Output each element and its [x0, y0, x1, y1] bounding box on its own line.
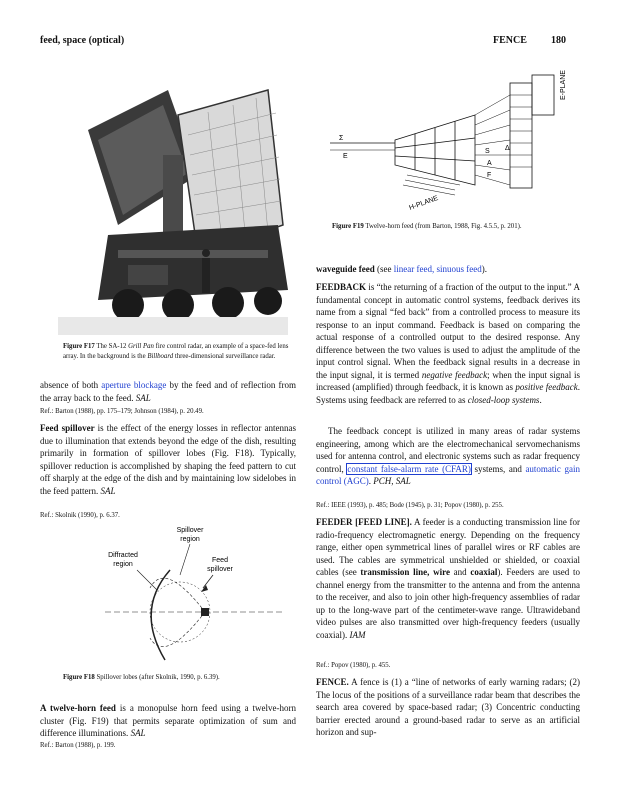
reference-3: Ref.: Barton (1988), p. 199.	[40, 742, 116, 749]
figure-f18-caption: Figure F18 Spillover lobes (after Skolnik, 1990, p. 6.39).	[63, 674, 220, 681]
reflector-dish	[151, 570, 170, 660]
figure-f17-caption: Figure F17 The SA-12 Grill Pan fire control radar, an example of a space-fed lens array. In the background is the Billboard three-dimensional surveillance radar.	[63, 343, 289, 360]
label-diffracted-region: region	[113, 561, 133, 568]
page-number: 180	[551, 35, 566, 46]
label-e: E	[343, 153, 348, 160]
twelve-horn-diagram	[325, 55, 580, 215]
label-s: S	[485, 148, 490, 155]
feeder-paragraph: FEEDER [FEED LINE]. A feeder is a conducting transmission line for radio-frequency electromagnetic energy. Depending on the frequency range, either open symmetrical lines of parallel wires or RF cables are used. The cables are symmetrical unshielded or shielded, or coaxial cables (see transmission line, wire and coaxial). Feeders are used to channel energy from the transmitter to the antenna and from the antenna to the receiver, and also to join other high-frequency assemblies of radar up to the long-wave part of the centimeter-wave range. Ultrawideband video pulses are also transmitted over high-frequency feeders (usually coaxial). IAM	[316, 517, 580, 640]
label-a: A	[487, 160, 492, 167]
twelve-horn-paragraph: A twelve-horn feed is a monopulse horn feed using a twelve-horn cluster (Fig. F19) that permits separate optimization of sum and difference illuminations. SAL	[40, 703, 297, 738]
spillover-diagram	[95, 520, 295, 665]
reference-2: Ref.: Skolnik (1990), p. 6.37.	[40, 512, 120, 519]
waveguide-feed-entry: waveguide feed (see linear feed, sinuous feed).	[316, 264, 487, 274]
aperture-blockage-link[interactable]: aperture blockage	[101, 380, 167, 390]
cfar-link[interactable]: constant false-alarm rate (CFAR)	[347, 463, 471, 474]
feedback-paragraph-2: The feedback concept is utilized in many areas of radar systems engineering, among which are the electromechanical servomechanisms used for antenna control, and electronic systems such as radar frequency control, constant false-alarm rate (CFAR) systems, and automatic gain control (AGC). PCH, SAL	[316, 426, 581, 486]
figure-f19-caption: Figure F19 Twelve-horn feed (from Barton, 1988, Fig. 4.5.5, p. 201).	[332, 223, 522, 230]
running-head-keyword: FENCE	[493, 35, 527, 46]
label-h-plane: H-PLANE	[408, 194, 440, 212]
feed-spillover-paragraph: Feed spillover is the effect of the energy losses in reflector antennas due to illumination that extends beyond the edge of the dish, resulting primarily in formation of spillover lobes (Fig. F18). Typically, spillover reduction is accomplished by shaping the feed pattern to cut off sharply at the edge of the dish and by maintaining low sidelobes in the feed pattern. SAL	[40, 423, 296, 496]
label-sigma: Σ	[339, 135, 344, 142]
label-f: F	[487, 172, 492, 179]
agc-link[interactable]: automatic gain control (AGC)	[316, 463, 581, 486]
feed-horn	[201, 608, 209, 616]
reference-4: Ref.: IEEE (1993), p. 485; Bode (1945), p. 31; Popov (1980), p. 255.	[316, 502, 504, 509]
feedback-paragraph: FEEDBACK is “the returning of a fraction of the output to the input.” A fundamental concept in automatic control systems, feedback derives its name from a signal “fed back” from a controlled process to measure its response to an input command. Feedback is based on comparing the actual response of a controlled output to the desired response. Any difference between the two values is used to adjust the amplitude of the input control signal. When the feedback signal results in a decrease in the input signal, it is termed negative feedback; when the input signal is increased (amplified) through feedback, it is known as positive feedback. Systems using feedback are referred to as closed-loop systems.	[316, 282, 580, 405]
aperture-paragraph: absence of both aperture blockage by the feed and of reflection from the array back to the feed. SAL	[40, 380, 296, 403]
label-feed: Feed	[212, 557, 228, 564]
label-delta: Δ	[505, 145, 510, 152]
label-spillover-region: region	[180, 536, 200, 543]
reference-1: Ref.: Barton (1988), pp. 175–179; Johnson (1984), p. 20.49.	[40, 408, 204, 415]
label-spillover: Spillover	[176, 527, 204, 534]
linear-feed-link[interactable]: linear feed, sinuous feed	[393, 264, 482, 274]
label-e-plane: E-PLANE	[560, 70, 567, 100]
radar-photo	[58, 55, 288, 335]
reference-5: Ref.: Popov (1980), p. 455.	[316, 662, 391, 669]
vehicle-body	[98, 225, 288, 300]
label-feed-spillover: spillover	[207, 566, 233, 573]
label-diffracted: Diffracted	[108, 552, 138, 559]
fence-paragraph: FENCE. A fence is (1) a “line of networks of early warning radars; (2) The locus of the positions of a surveillance radar beam that describes the search area covered by space-based radar; (3) Concentric conducting barrier erected around a ground-based radar to serve as an artificial horizon and sup-	[316, 677, 580, 737]
running-head: feed, space (optical)	[40, 35, 125, 46]
